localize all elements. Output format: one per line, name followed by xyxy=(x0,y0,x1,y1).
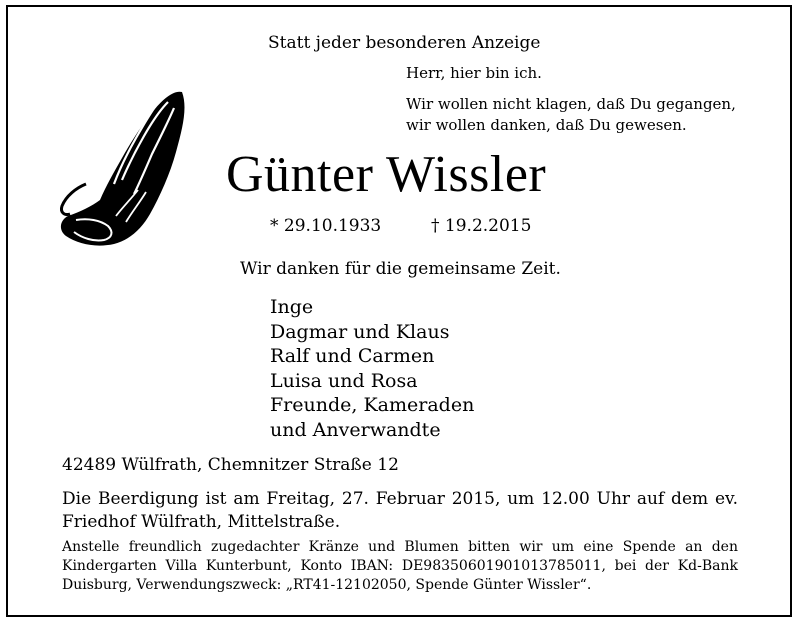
verse-line-2: Wir wollen nicht klagen, daß Du gegangen, xyxy=(406,95,736,113)
verse-block xyxy=(406,94,736,136)
verse-line-3: wir wollen danken, daß Du gewesen. xyxy=(406,116,687,134)
mourners-list xyxy=(270,295,474,442)
verse-line-1: Herr, hier bin ich. xyxy=(406,64,542,82)
donation-request: Anstelle freundlich zugedachter Kränze und Blumen bitten wir um eine Spende an den Kindergarten Villa Kunterbunt, Konto IBAN: DE98350601901013785011, bei der Kd-Bank Duisburg, Verwendungszweck: „RT41-12102050, Spende Günter Wissler“. xyxy=(62,539,738,593)
praying-hands-icon xyxy=(56,88,192,250)
mourner-name: Inge xyxy=(270,296,314,318)
mourner-name: und Anverwandte xyxy=(270,418,441,441)
deceased-name: Günter Wissler xyxy=(226,146,547,203)
notice-header: Statt jeder besonderen Anzeige xyxy=(268,33,541,53)
mourner-name: Freunde, Kameraden xyxy=(270,394,475,416)
funeral-details: Die Beerdigung ist am Freitag, 27. Februar 2015, um 12.00 Uhr auf dem ev. Friedhof Wülfrath, Mittelstraße. xyxy=(62,489,738,532)
family-address: 42489 Wülfrath, Chemnitzer Straße 12 xyxy=(62,455,399,475)
mourner-name: Ralf und Carmen xyxy=(270,345,435,367)
death-date: † 19.2.2015 xyxy=(431,216,532,236)
mourner-name: Luisa und Rosa xyxy=(270,369,418,392)
birth-date: * 29.10.1933 xyxy=(270,216,382,236)
mourner-name: Dagmar und Klaus xyxy=(270,320,450,343)
thanks-line: Wir danken für die gemeinsame Zeit. xyxy=(240,259,561,279)
